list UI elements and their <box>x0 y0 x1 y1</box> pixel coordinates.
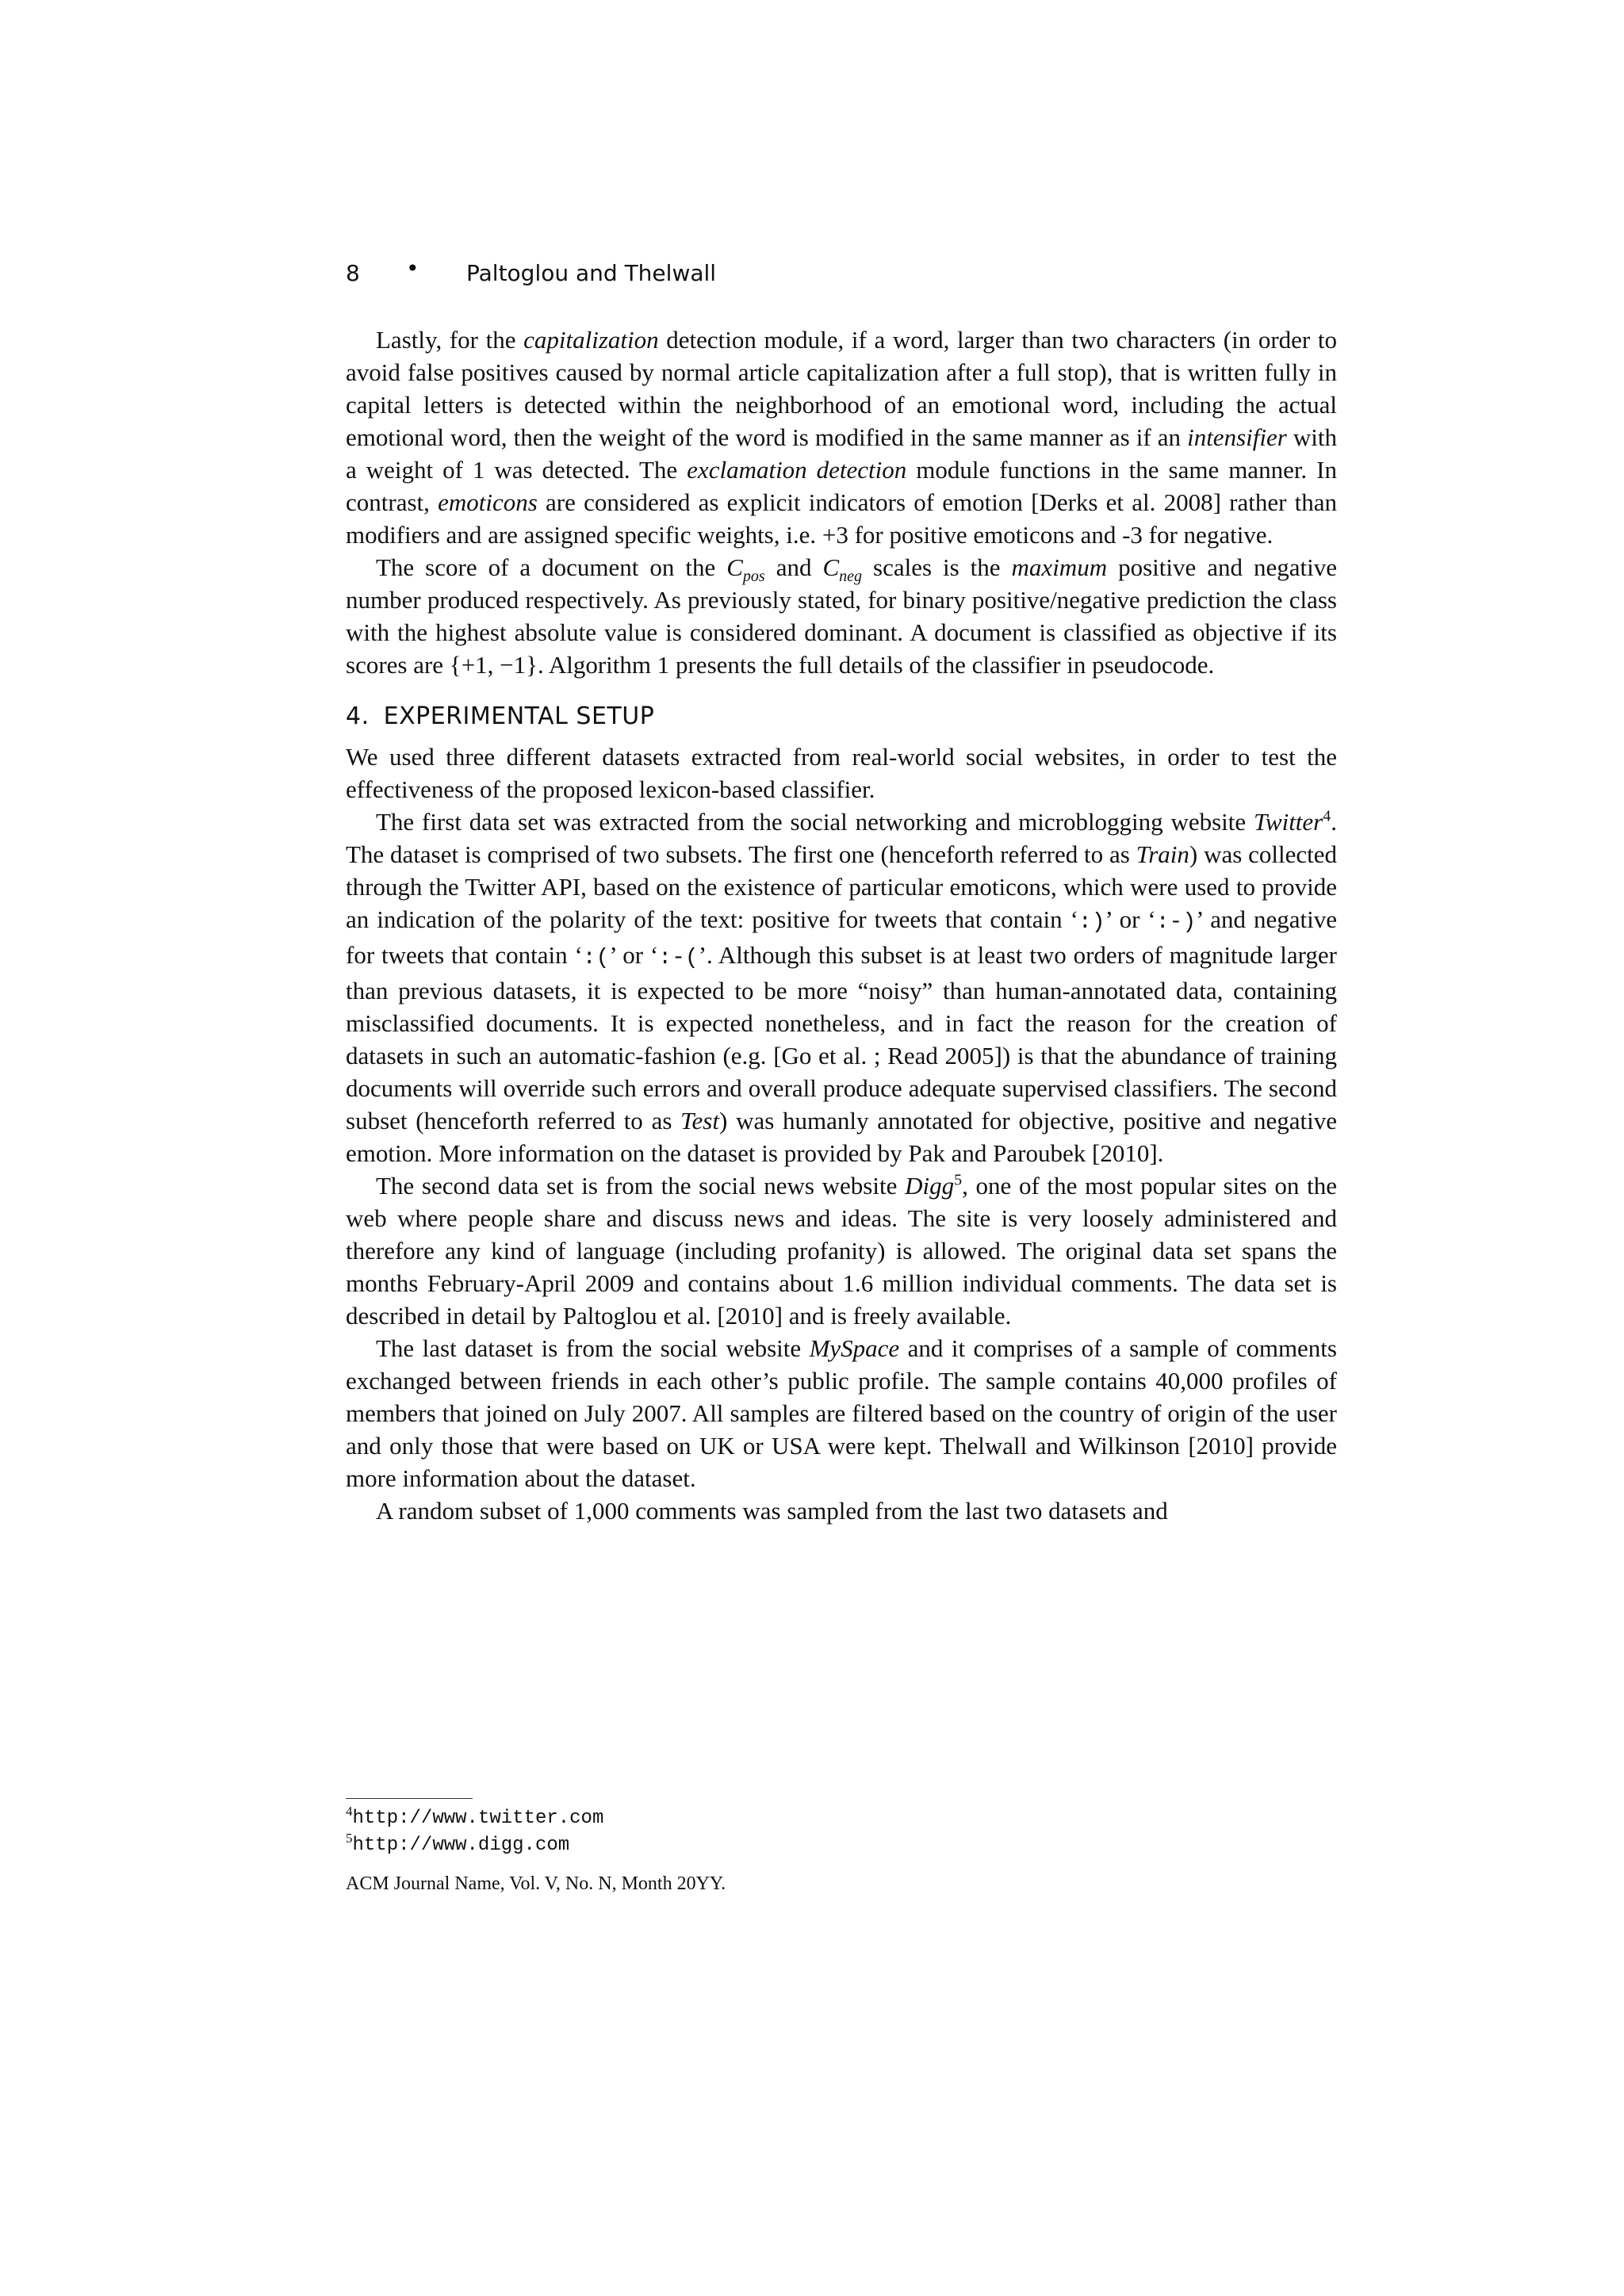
math-cpos <box>726 553 765 586</box>
text-run: with a weight of 1 was detected. The <box>346 423 1337 484</box>
emoticon-smile-nose: :-) <box>1155 910 1197 935</box>
emoticon-frown-nose: :-( <box>658 946 699 970</box>
term-intensifier: intensifier <box>1187 423 1287 451</box>
paragraph-twitter <box>346 806 1337 1169</box>
math-base: C <box>726 553 743 581</box>
term-emoticons: emoticons <box>438 488 538 516</box>
math-cneg <box>822 553 863 586</box>
running-title: Paltoglou and Thelwall <box>466 260 717 286</box>
footnote-4 <box>346 1804 980 1829</box>
text-run: The score of a document on the <box>376 553 727 581</box>
term-digg: Digg <box>905 1172 955 1200</box>
text-run: and it comprises of a sample of comments exchanged between friends in each other’s public profile. The sample contains 40,000 profiles of members that joined on July 2007. All samples are filtered based on the country of origin of the user and only those that were based on UK or USA were kept. Thelwall and Wilkinson [2010] provide more information about the dataset. <box>346 1334 1337 1492</box>
term-maximum: maximum <box>1011 553 1108 581</box>
term-train: Train <box>1136 840 1189 868</box>
footnote-ref-5[interactable]: 5 <box>954 1171 963 1189</box>
journal-footer: ACM Journal Name, Vol. V, No. N, Month 20YY. <box>346 1873 726 1894</box>
math-subscript: neg <box>839 568 863 586</box>
paragraph-capitalization <box>346 323 1337 551</box>
section-heading <box>346 700 1337 733</box>
footnote-link-digg[interactable]: http://www.digg.com <box>352 1835 570 1856</box>
text-run: The last dataset is from the social website <box>376 1334 810 1362</box>
page-number: 8 <box>346 260 360 286</box>
paragraph-random-subset: A random subset of 1,000 comments was sampled from the last two datasets and <box>376 1497 1168 1525</box>
text-run: ’. Although this subset is at least two orders of magnitude larger than previous datasets, it is expected to be more “noisy” than human-annotated data, containing misclassified documents. It is expected nonetheless, and in fact the reason for the creation of datasets in such an automatic-fashion (e.g. [Go et al. ; Read 2005]) is that the abundance of training documents will override such errors and overall produce adequate supervised classifiers. The second subset (henceforth referred to as <box>346 941 1337 1135</box>
paragraph-digg <box>346 1169 1337 1332</box>
text-run: The first data set was extracted from the social networking and microblogging website <box>376 808 1254 836</box>
text-run: Lastly, for the <box>376 326 524 354</box>
emoticon-smile: :) <box>1078 910 1105 935</box>
paragraph-datasets-intro: We used three different datasets extracted from real-world social websites, in order to test the effectiveness of the proposed lexicon-based classifier. <box>346 743 1337 803</box>
footnote-mark: 5 <box>346 1831 353 1846</box>
term-myspace: MySpace <box>809 1334 900 1362</box>
emoticon-frown: :( <box>582 946 610 970</box>
footnote-ref-4[interactable]: 4 <box>1323 807 1331 825</box>
term-capitalization: capitalization <box>523 326 659 354</box>
footnote-mark: 4 <box>346 1804 353 1819</box>
text-run: scales is the <box>862 553 1012 581</box>
math-subscript: pos <box>742 568 765 586</box>
text-run: The second data set is from the social news website <box>376 1172 906 1200</box>
body-text <box>346 323 1337 1527</box>
section-title: EXPERIMENTAL SETUP <box>383 702 655 730</box>
term-test: Test <box>680 1107 719 1135</box>
paragraph-score <box>346 551 1337 681</box>
header-bullet: • <box>406 255 419 281</box>
text-run: ) was humanly annotated for objective, positive and negative emotion. More information on the dataset is provided by Pak and Paroubek [2010]. <box>346 1107 1337 1167</box>
paragraph-myspace <box>346 1332 1337 1494</box>
text-run: and <box>764 553 823 581</box>
footnote-link-twitter[interactable]: http://www.twitter.com <box>352 1808 604 1829</box>
text-run: ) was collected through the Twitter API, based on the existence of particular emoticons, which were used to provide an indication of the polarity of the text: positive for tweets that contain ‘ <box>346 840 1337 933</box>
term-twitter: Twitter <box>1253 808 1323 836</box>
math-base: C <box>822 553 840 581</box>
text-run: ’ and negative for tweets that contain ‘ <box>346 905 1337 969</box>
term-exclamation-detection: exclamation detection <box>687 456 907 484</box>
text-run: module functions in the same manner. In contrast, <box>346 456 1337 516</box>
running-header <box>346 255 1337 290</box>
text-run: positive and negative number produced respectively. As previously stated, for binary positive/negative prediction the class with the highest absolute value is considered dominant. A document is classified as objective if its scores are {+1, −1}. Algorithm 1 presents the full details of the classifier in pseudocode. <box>346 553 1337 679</box>
text-run: , one of the most popular sites on the web where people share and discuss news and ideas. The site is very loosely administered and therefore any kind of language (including profanity) is allowed. The original data set spans the months February-April 2009 and contains about 1.6 million individual comments. The data set is described in detail by Paltoglou et al. [2010] and is freely available. <box>346 1172 1337 1330</box>
footnote-5 <box>346 1831 980 1856</box>
text-run: ’ or ‘ <box>1105 905 1156 933</box>
text-run: detection module, if a word, larger than two characters (in order to avoid false positives caused by normal article capitalization after a full stop), that is written fully in capital letters is detected within the neighborhood of an emotional word, including the actual emotional word, then the weight of the word is modified in the same manner as if an <box>346 326 1337 451</box>
text-run: are considered as explicit indicators of emotion [Derks et al. 2008] rather than modifiers and are assigned specific weights, i.e. +3 for positive emoticons and -3 for negative. <box>346 488 1338 549</box>
footnote-rule <box>346 1798 473 1799</box>
section-number: 4. <box>346 702 370 730</box>
text-run: . The dataset is comprised of two subsets. The first one (henceforth referred to as <box>346 808 1337 868</box>
text-run: ’ or ‘ <box>609 941 659 969</box>
